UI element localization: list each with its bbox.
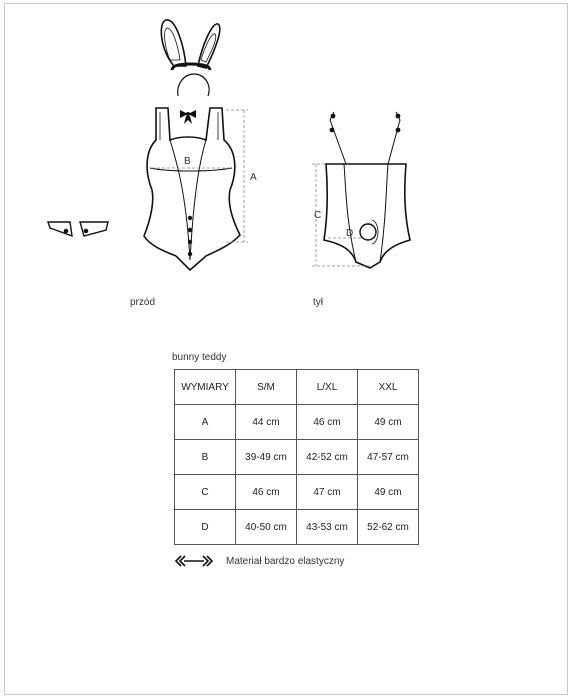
dimension-letter-d: D [346, 228, 354, 239]
table-header-cell: S/M [236, 370, 297, 405]
dimension-letter-a: A [250, 172, 257, 183]
table-cell: 43-53 cm [297, 510, 358, 545]
size-table [174, 369, 419, 545]
table-cell: 47 cm [297, 475, 358, 510]
legend [174, 555, 344, 567]
table-cell: 42-52 cm [297, 440, 358, 475]
back-bodysuit-drawing [324, 112, 410, 268]
table-header-cell: L/XL [297, 370, 358, 405]
table-row [175, 405, 419, 440]
table-row [175, 510, 419, 545]
table-header-row [175, 370, 419, 405]
table-cell: 46 cm [236, 475, 297, 510]
table-cell: B [175, 440, 236, 475]
table-cell: C [175, 475, 236, 510]
table-cell: 40-50 cm [236, 510, 297, 545]
table-cell: 49 cm [358, 405, 419, 440]
table-cell: 47-57 cm [358, 440, 419, 475]
front-view-label: przód [130, 297, 156, 308]
table-row [175, 440, 419, 475]
dimension-letter-c: C [314, 210, 322, 221]
table-cell: 39-49 cm [236, 440, 297, 475]
product-title: bunny teddy [172, 352, 227, 363]
garment-diagram [0, 0, 573, 340]
collar-icon [48, 222, 108, 236]
front-bodysuit-drawing [144, 108, 240, 270]
dimension-letter-b: B [184, 156, 191, 167]
table-cell: 49 cm [358, 475, 419, 510]
table-cell: 44 cm [236, 405, 297, 440]
table-header-cell: XXL [358, 370, 419, 405]
table-cell: A [175, 405, 236, 440]
bunny-ears-icon [161, 20, 220, 96]
table-cell: 52-62 cm [358, 510, 419, 545]
bow-tie-icon [180, 110, 196, 124]
table-cell: D [175, 510, 236, 545]
table-header-cell: WYMIARY [175, 370, 236, 405]
stretch-arrows-icon [174, 555, 214, 567]
table-row [175, 475, 419, 510]
table-cell: 46 cm [297, 405, 358, 440]
back-view-label: tył [313, 297, 323, 308]
legend-text: Materiał bardzo elastyczny [226, 555, 345, 567]
